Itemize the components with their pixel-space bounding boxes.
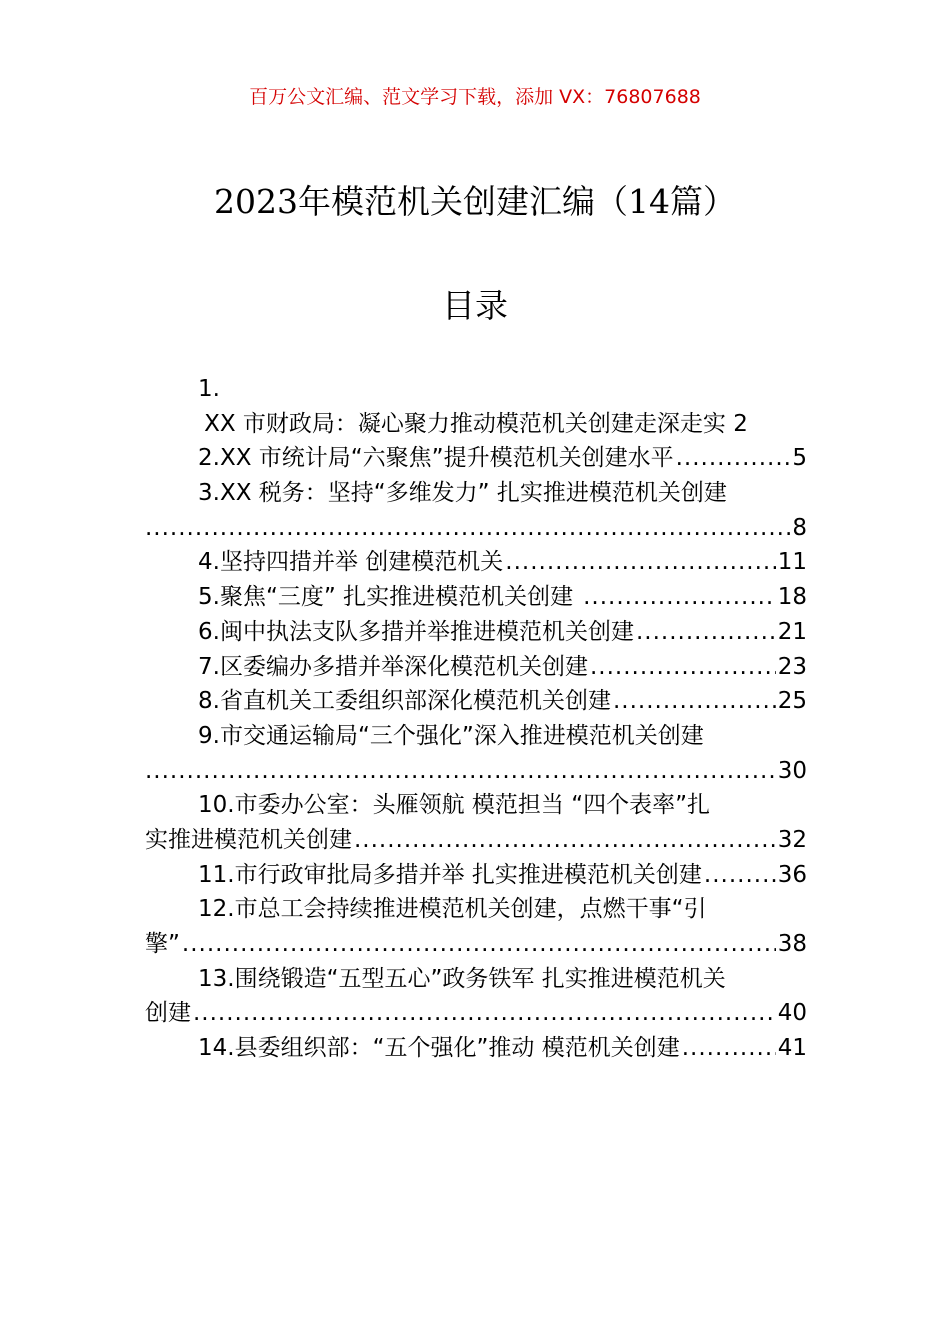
toc-leader-dots bbox=[182, 927, 776, 962]
toc-entry-1-number[interactable]: 1. bbox=[198, 376, 220, 402]
toc-entry-text-cont: 创建 bbox=[145, 1000, 191, 1027]
toc-leader-dots bbox=[145, 754, 776, 789]
toc-entry-page: 5 bbox=[792, 445, 807, 472]
toc-entry-12[interactable] bbox=[145, 892, 807, 927]
toc-entry-page: 36 bbox=[777, 861, 807, 888]
toc-leader-dots bbox=[590, 650, 776, 685]
toc-entry-6[interactable] bbox=[145, 615, 807, 650]
title-count: 14 bbox=[627, 182, 670, 221]
toc-leader-dots bbox=[676, 441, 791, 476]
toc-entry-page: 23 bbox=[777, 653, 807, 680]
toc-entry-13-leader[interactable] bbox=[145, 996, 807, 1031]
toc-entry-3[interactable] bbox=[145, 476, 807, 511]
toc-entry-text: 11.市行政审批局多措并举 扎实推进模范机关创建 bbox=[198, 861, 702, 888]
toc-entry-page: 38 bbox=[777, 931, 807, 957]
document-title bbox=[0, 178, 950, 226]
toc-entry-text: 7.区委编办多措并举深化模范机关创建 bbox=[198, 653, 588, 680]
toc-leader-dots bbox=[354, 823, 776, 858]
toc-entry-text: 14.县委组织部：“五个强化”推动 模范机关创建 bbox=[198, 1035, 680, 1062]
toc-entry-page: 25 bbox=[777, 688, 807, 715]
title-year: 2023 bbox=[214, 182, 298, 221]
title-suffix: 篇） bbox=[669, 182, 736, 221]
toc-entry-page: 21 bbox=[777, 618, 807, 645]
toc-leader-dots bbox=[505, 545, 775, 580]
toc-leader-dots bbox=[613, 684, 776, 719]
toc-entry-text: 8.省直机关工委组织部深化模范机关创建 bbox=[198, 688, 611, 715]
toc-entry-page: 30 bbox=[777, 757, 807, 784]
toc-entry-text: 4.坚持四措并举 创建模范机关 bbox=[198, 549, 504, 576]
toc-entry-7[interactable] bbox=[145, 650, 807, 685]
toc-heading: 目录 bbox=[442, 286, 508, 325]
toc-entry-page: 11 bbox=[777, 549, 807, 576]
toc-entry-page: 8 bbox=[792, 514, 807, 541]
toc-entry-text: 9.市交通运输局“三个强化”深入推进模范机关创建 bbox=[198, 722, 704, 749]
toc-leader-dots bbox=[145, 511, 790, 546]
toc-leader-dots bbox=[682, 1031, 776, 1066]
toc-entry-1[interactable] bbox=[145, 407, 807, 442]
toc-entry-page: 18 bbox=[777, 584, 807, 611]
toc-entry-page: 2 bbox=[733, 410, 748, 437]
toc-entry-10-leader[interactable] bbox=[145, 823, 807, 858]
toc-entry-8[interactable] bbox=[145, 684, 807, 719]
toc-entry-9[interactable] bbox=[145, 719, 807, 754]
toc-entry-page: 41 bbox=[777, 1035, 807, 1062]
toc-entry-9-leader[interactable] bbox=[145, 754, 807, 789]
toc-entry-11[interactable] bbox=[145, 858, 807, 893]
toc-entry-page: 40 bbox=[777, 1000, 807, 1027]
toc-entry-text-cont: 擎” bbox=[145, 931, 180, 957]
toc-entry-5[interactable] bbox=[145, 580, 807, 615]
toc-leader-dots bbox=[704, 858, 776, 893]
toc-entry-text: 3.XX 税务：坚持“多维发力” 扎实推进模范机关创建 bbox=[198, 480, 727, 507]
toc-leader-dots bbox=[193, 996, 776, 1031]
toc-entry-3-leader[interactable] bbox=[145, 511, 807, 546]
toc-entry-text: 5.聚焦“三度” 扎实推进模范机关创建 bbox=[198, 584, 574, 611]
toc-entry-text-cont: 实推进模范机关创建 bbox=[145, 826, 352, 853]
title-main: 年模范机关创建汇编（ bbox=[297, 182, 628, 221]
toc-entry-14[interactable] bbox=[145, 1031, 807, 1066]
toc-entry-text: 2.XX 市统计局“六聚焦”提升模范机关创建水平 bbox=[198, 445, 674, 472]
toc-entry-text: XX 市财政局：凝心聚力推动模范机关创建走深走实 bbox=[204, 410, 726, 437]
toc-entry-13[interactable] bbox=[145, 962, 807, 997]
toc-entry-text: 6.闽中执法支队多措并举推进模范机关创建 bbox=[198, 618, 634, 645]
toc-entry-text: 12.市总工会持续推进模范机关创建，点燃干事“引 bbox=[198, 896, 707, 923]
table-of-contents bbox=[145, 372, 807, 1066]
toc-leader-dots bbox=[636, 615, 776, 650]
toc-entry-text: 10.市委办公室：头雁领航 模范担当 “四个表率”扎 bbox=[198, 792, 711, 819]
toc-entry-text: 13.围绕锻造“五型五心”政务铁军 扎实推进模范机关 bbox=[198, 965, 726, 992]
toc-entry-page: 32 bbox=[777, 826, 807, 853]
watermark-text: 百万公文汇编、范文学习下载，添加 VX：76807688 bbox=[249, 86, 701, 108]
toc-entry-2[interactable] bbox=[145, 441, 807, 476]
toc-entry-4[interactable] bbox=[145, 545, 807, 580]
toc-entry-12-leader[interactable] bbox=[145, 927, 807, 962]
toc-entry-10[interactable] bbox=[145, 788, 807, 823]
toc-leader-dots bbox=[583, 580, 776, 615]
